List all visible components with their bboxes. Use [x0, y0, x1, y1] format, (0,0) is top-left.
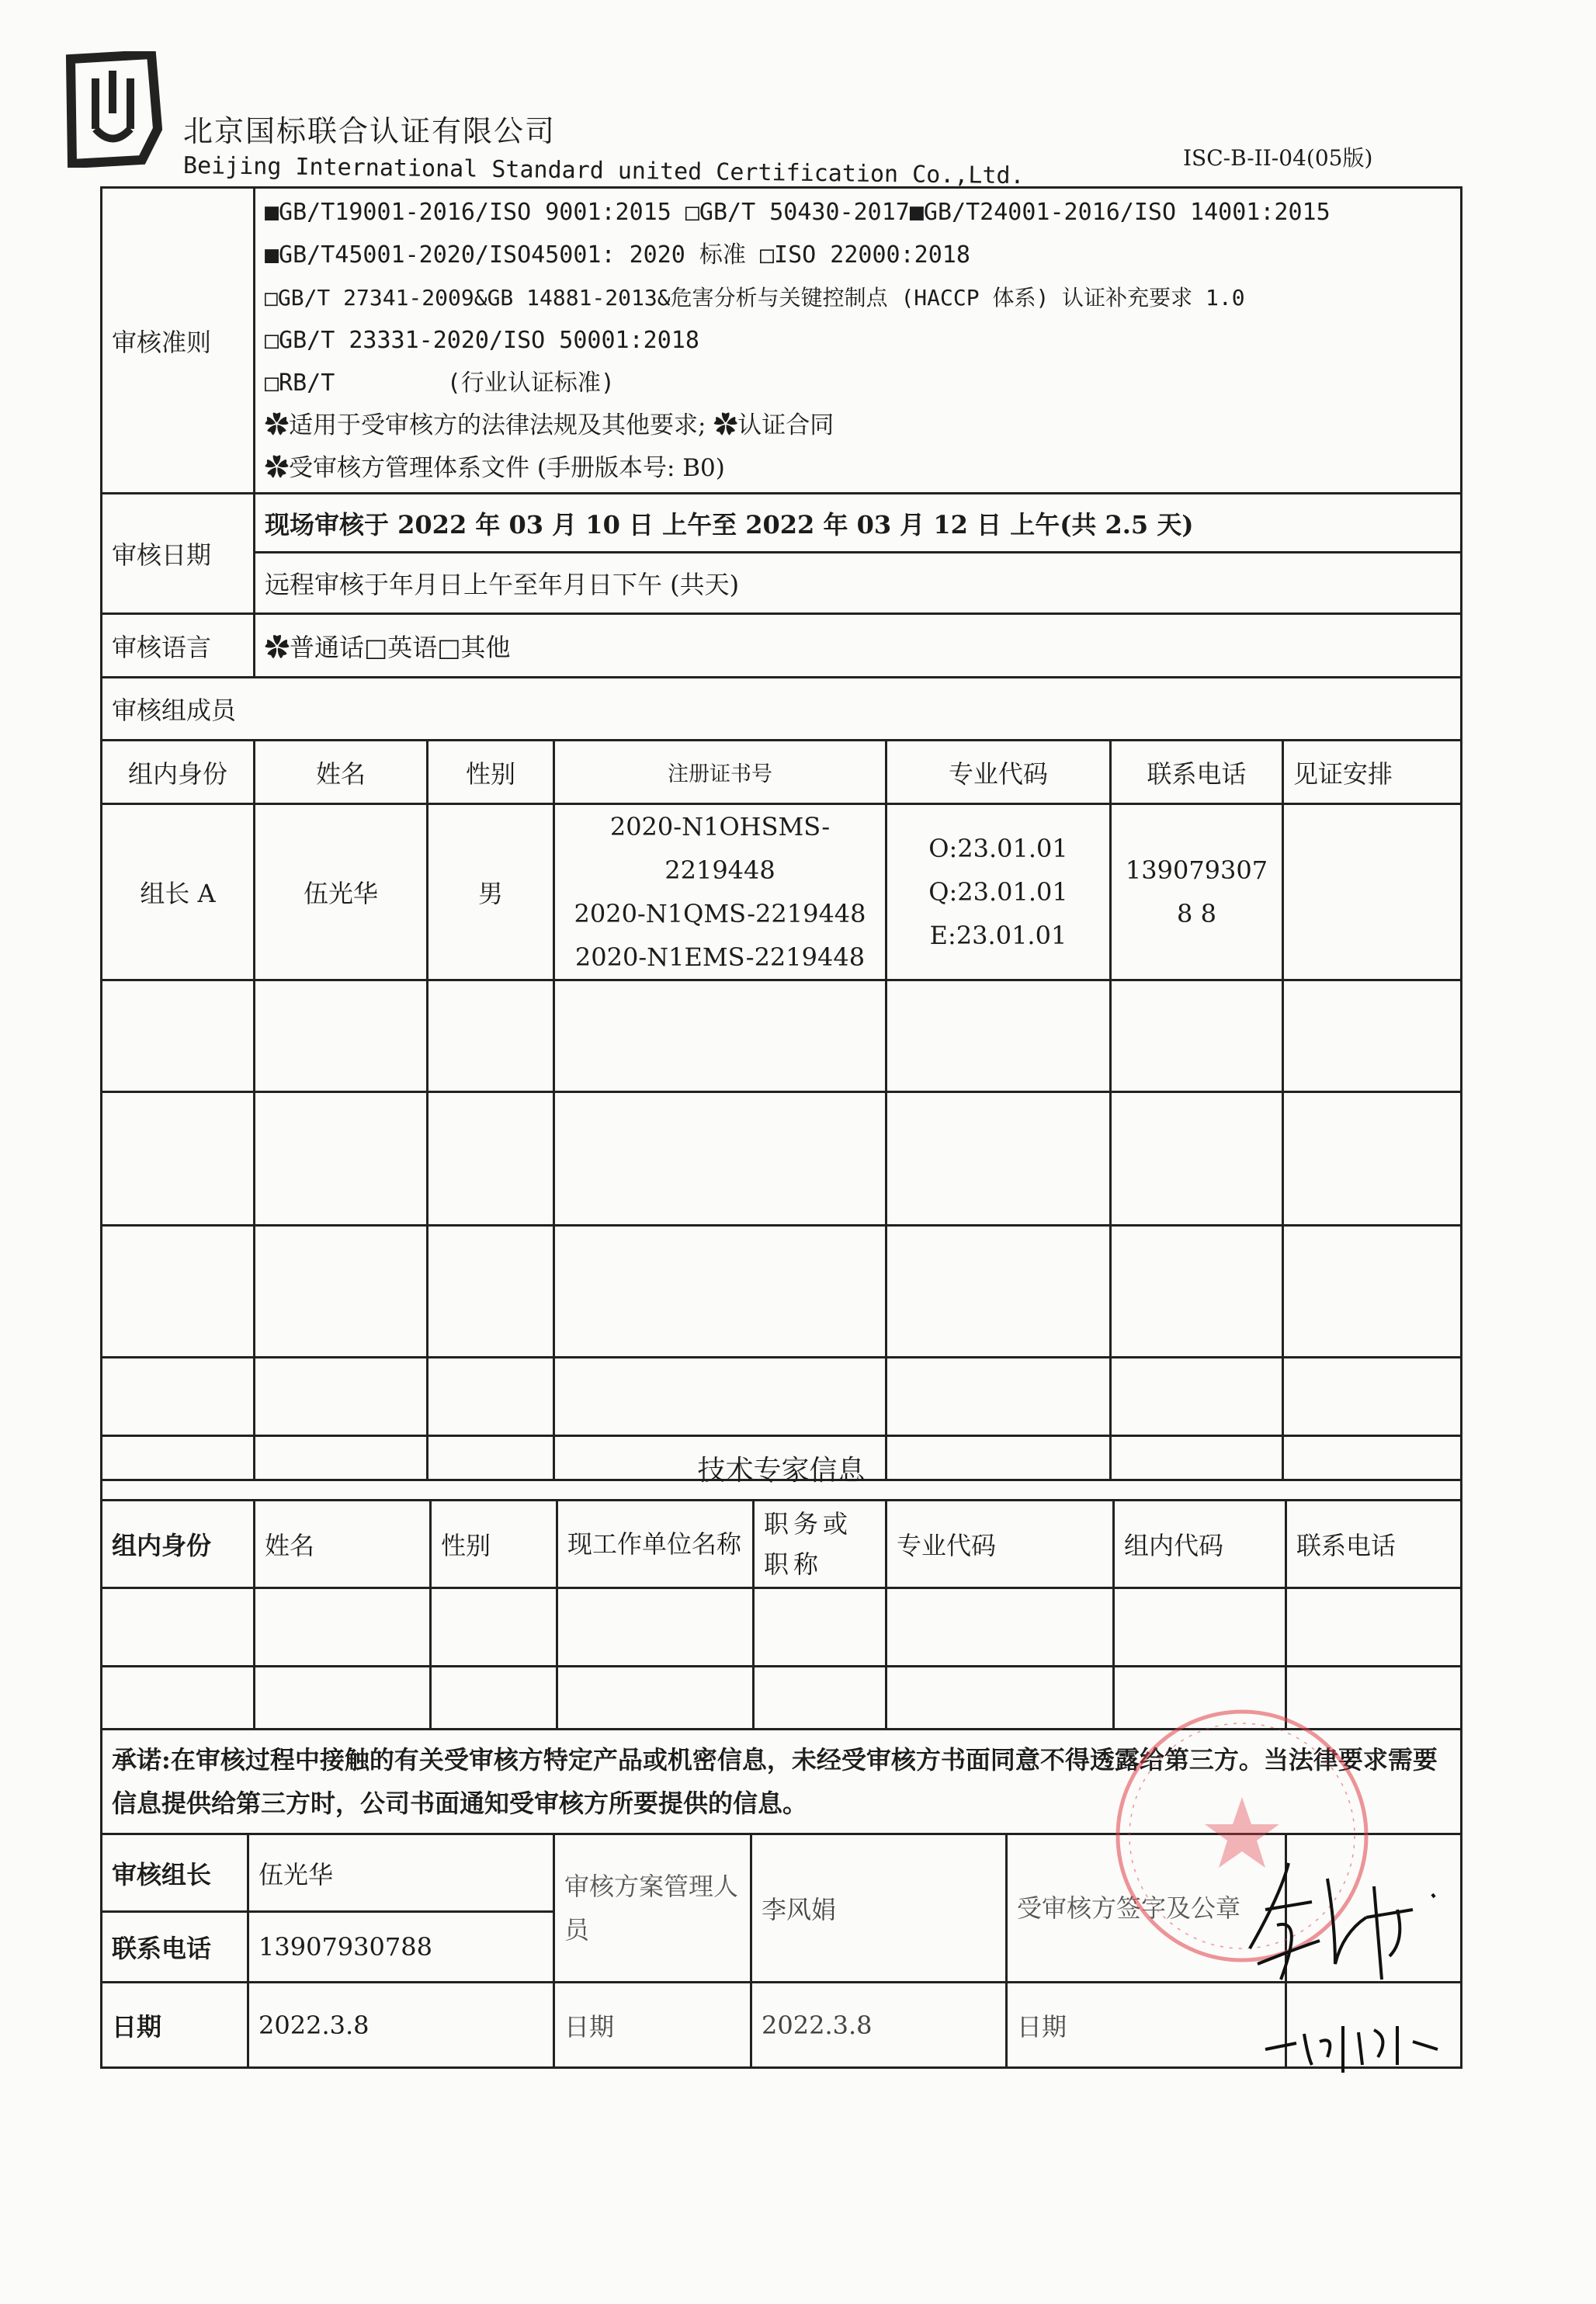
- criteria-line: ■GB/T45001-2020/ISO45001: 2020 标准 □ISO 22000:2018: [265, 241, 970, 269]
- language-value: ✿普通话□英语□其他: [255, 614, 1462, 678]
- table-row: [102, 1226, 1462, 1358]
- header-cell: 现工作单位名称: [557, 1501, 754, 1588]
- promise-text: 在审核过程中接触的有关受审核方特定产品或机密信息，未经受审核方书面同意不得透露给第三方。当法律要求需要信息提供给第三方时，公司书面通知受审核方所要提供的信息。: [112, 1745, 1438, 1818]
- auditee-signature: [1286, 1834, 1462, 1983]
- team-table: [100, 739, 1462, 1481]
- criteria-line: ■GB/T19001-2016/ISO 9001:2015 □GB/T 50430-2017■GB/T24001-2016/ISO 14001:2015: [265, 199, 1331, 226]
- member-witness: [1283, 804, 1462, 980]
- auditee-date-label: 日期: [1007, 1983, 1286, 2068]
- header-cell: 联系电话: [1286, 1501, 1462, 1588]
- member-role: 组长 A: [102, 804, 255, 980]
- table-row: [102, 1588, 1462, 1667]
- header-cell: 姓名: [255, 741, 428, 804]
- manager-date-label: 日期: [554, 1983, 751, 2068]
- cert-number: 2020-N1OHSMS-2219448: [609, 812, 831, 885]
- date-label: 日期: [102, 1983, 248, 2068]
- header-cell: 联系电话: [1111, 741, 1283, 804]
- company-name-cn: 北京国标联合认证有限公司: [183, 114, 557, 148]
- audit-info-table: [100, 186, 1462, 741]
- language-label: 审核语言: [102, 614, 255, 678]
- table-row: [102, 980, 1462, 1092]
- member-gender: 男: [428, 804, 554, 980]
- criteria-line: ✿受审核方管理体系文件 (手册版本号: B0): [265, 454, 725, 482]
- form-code: ISC-B-II-04(05版): [1183, 145, 1373, 171]
- criteria-list: [255, 188, 1462, 494]
- header-cell: 组内身份: [102, 741, 255, 804]
- member-name: 伍光华: [255, 804, 428, 980]
- experts-header-row: [102, 1501, 1462, 1588]
- leader-phone: 13907930788: [248, 1912, 554, 1983]
- criteria-line: □RB/T (行业认证标准): [265, 370, 615, 397]
- manager-date: 2022.3.8: [751, 1983, 1007, 2068]
- leader-date: 2022.3.8: [248, 1983, 554, 2068]
- table-row: [102, 804, 1462, 980]
- auditee-label: 受审核方签字及公章: [1007, 1834, 1286, 1983]
- promise-label: 承诺:: [112, 1745, 171, 1775]
- header-cell: 组内代码: [1114, 1501, 1286, 1588]
- criteria-label: 审核准则: [102, 188, 255, 494]
- leader-name: 伍光华: [248, 1834, 554, 1912]
- signoff-table: [100, 1833, 1462, 2069]
- cert-number: 2020-N1EMS-2219448: [574, 942, 866, 972]
- experts-title: 技术专家信息: [102, 1436, 1462, 1501]
- header-cell: 组内身份: [102, 1501, 255, 1588]
- criteria-line: □GB/T 27341-2009&GB 14881-2013&危害分析与关键控制点 (HACCP 体系) 认证补充要求 1.0: [265, 285, 1245, 311]
- company-name-en: Beijing International Standard united Certification Co.,Ltd.: [182, 152, 1025, 190]
- manager-label: 审核方案管理人员: [554, 1834, 751, 1983]
- specialty-code: O:23.01.01: [928, 834, 1068, 863]
- member-phone: 1390793078 8: [1111, 804, 1283, 980]
- cert-number: 2020-N1QMS-2219448: [574, 899, 866, 928]
- onsite-date: 现场审核于 2022 年 03 月 10 日 上午至 2022 年 03 月 12 日 上午(共 2.5 天): [255, 494, 1462, 553]
- header-cell: 注册证书号: [554, 741, 886, 804]
- auditee-date: [1286, 1983, 1462, 2068]
- header-cell: 性别: [431, 1501, 557, 1588]
- table-row: [102, 1092, 1462, 1226]
- leader-label: 审核组长: [102, 1834, 248, 1912]
- header-cell: 性别: [428, 741, 554, 804]
- header-cell: 专业代码: [886, 741, 1111, 804]
- company-logo: [64, 51, 165, 168]
- header-cell: 见证安排: [1283, 741, 1462, 804]
- manager-name: 李风娟: [751, 1834, 1007, 1983]
- table-row: [102, 1667, 1462, 1730]
- phone-label: 联系电话: [102, 1912, 248, 1983]
- experts-table: [100, 1435, 1462, 1835]
- criteria-line: ✿适用于受审核方的法律法规及其他要求; ✿认证合同: [265, 411, 834, 439]
- header-cell: 职务或职称: [754, 1501, 886, 1588]
- header-cell: 专业代码: [886, 1501, 1114, 1588]
- promise-statement: [102, 1730, 1462, 1834]
- member-codes: [886, 804, 1111, 980]
- team-label: 审核组成员: [102, 678, 1462, 741]
- specialty-code: Q:23.01.01: [928, 877, 1068, 907]
- criteria-line: □GB/T 23331-2020/ISO 50001:2018: [265, 327, 699, 354]
- team-header-row: [102, 741, 1462, 804]
- specialty-code: E:23.01.01: [929, 921, 1067, 950]
- remote-date: 远程审核于年月日上午至年月日下午 (共天): [255, 553, 1462, 614]
- audit-date-label: 审核日期: [102, 494, 255, 614]
- member-certs: [554, 804, 886, 980]
- header-cell: 姓名: [255, 1501, 431, 1588]
